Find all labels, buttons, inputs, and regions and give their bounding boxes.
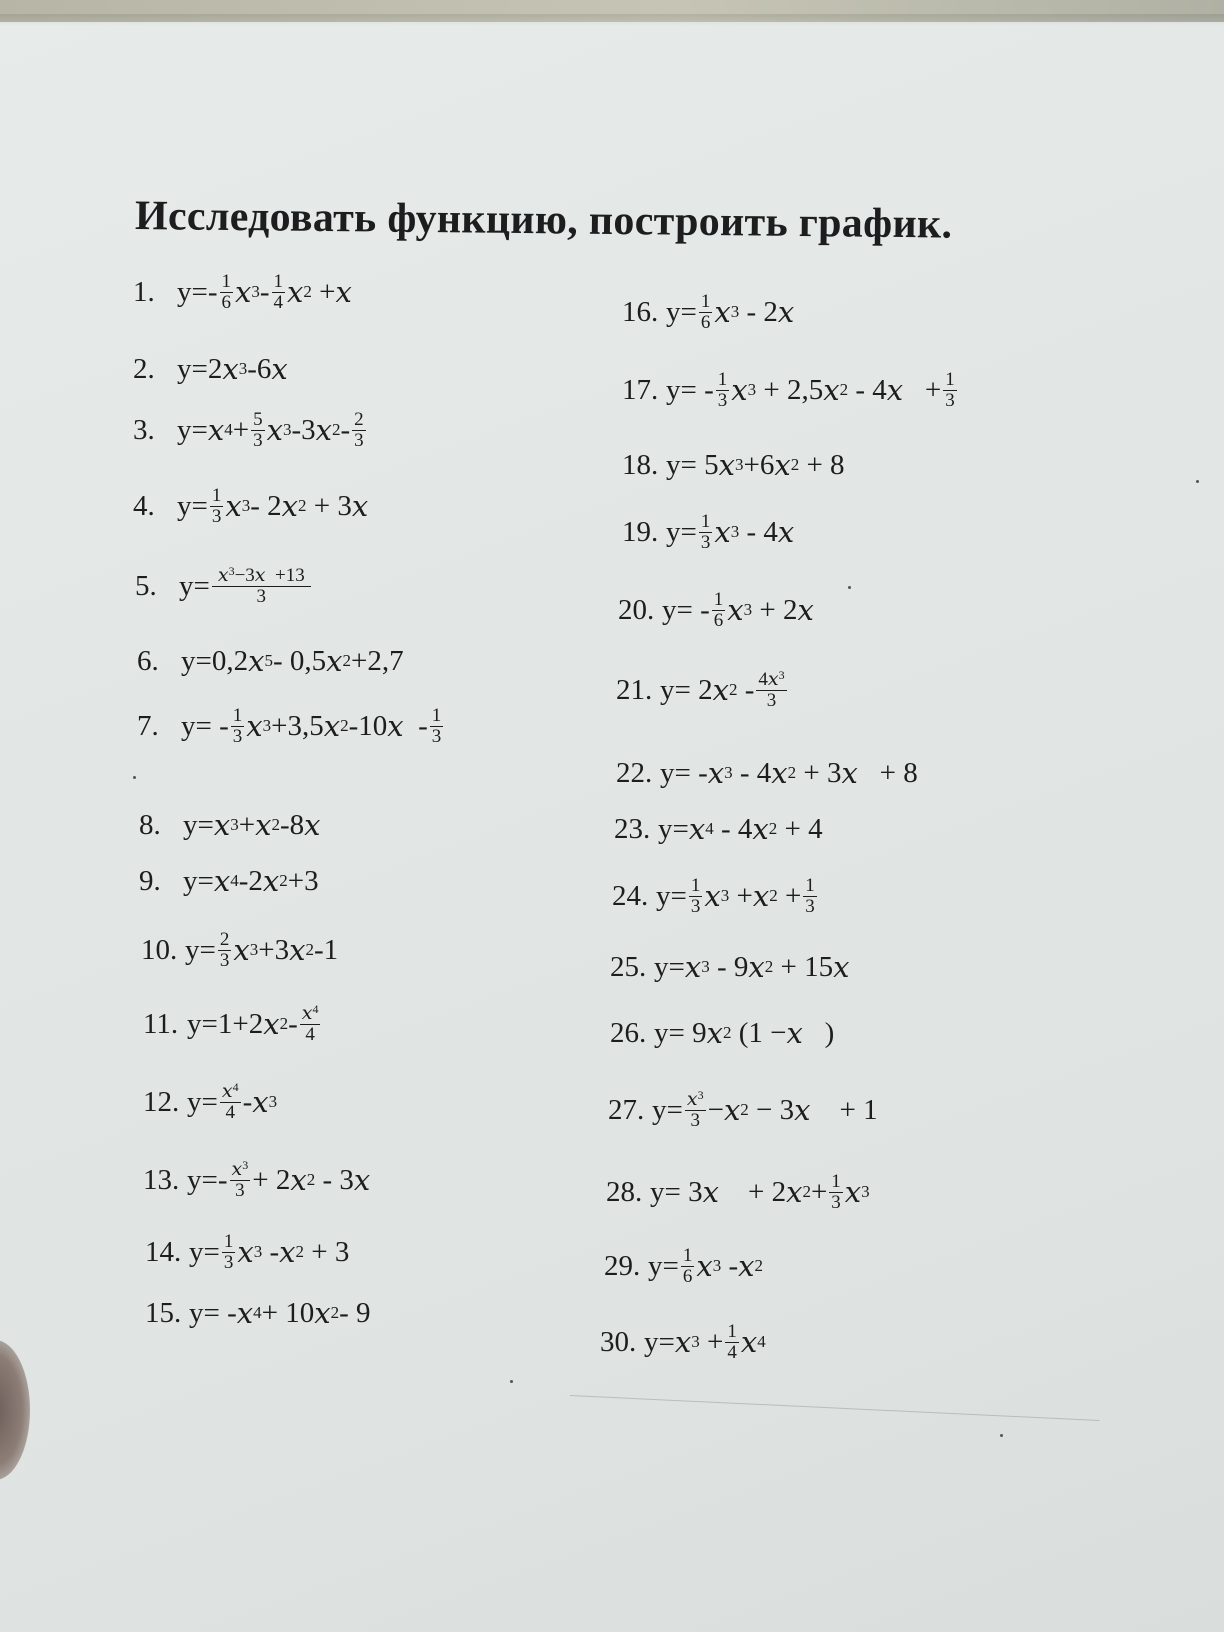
faint-line <box>570 1395 1099 1421</box>
equation-number: 23. <box>614 812 651 845</box>
equation-number: 3. <box>133 413 155 446</box>
paper-edge-shadow <box>0 14 1224 26</box>
equation-number: 12. <box>143 1085 180 1118</box>
equation-number: 30. <box>600 1325 637 1358</box>
stray-dot <box>510 1380 513 1383</box>
equation-number: 10. <box>141 933 178 966</box>
equation-number: 27. <box>608 1093 645 1126</box>
equation-number: 18. <box>622 448 659 481</box>
equation-number: 14. <box>145 1235 182 1268</box>
equation-11: 11. y=1+2 x 2 - $\frac{x^4}{4}$ <box>143 1002 319 1045</box>
equation-number: 28. <box>606 1175 643 1208</box>
thumb-shadow <box>0 1340 30 1480</box>
equation-17: 17. y= - $\frac{1}{3}$ x 3 + 2,5 x 2 - 4 x + $\frac{1}{3}$ <box>622 369 955 411</box>
equation-number: 13. <box>143 1163 180 1196</box>
equation-number: 26. <box>610 1016 647 1049</box>
equation-8: 8. y= x 3 + x 2 -8 x <box>139 808 321 842</box>
equation-number: 17. <box>622 373 659 406</box>
equation-29: 29. y= $\frac{1}{6}$ x 3 - x 2 <box>604 1245 763 1287</box>
equation-15: 15. y= - x 4 + 10 x 2 - 9 <box>145 1296 371 1330</box>
equation-number: 8. <box>139 808 161 841</box>
equation-6: 6. y=0,2 x 5 - 0,5 x 2 +2,7 <box>137 644 404 678</box>
equation-19: 19. y= $\frac{1}{3}$ x 3 - 4 x <box>622 511 795 553</box>
equation-27: 27. y= $\frac{x^3}{3}$ − x 2 − 3 x + 1 <box>608 1088 878 1131</box>
equation-3: 3. y= x 4 + $\frac{5}{3}$ x 3 -3 x 2 - $\frac{2}{3}$ <box>133 409 364 451</box>
equation-28: 28. y= 3 x + 2 x 2 + $\frac{1}{3}$ x 3 <box>606 1171 870 1213</box>
equation-10: 10. y= $\frac{2}{3}$ x 3 +3 x 2 -1 <box>141 929 339 971</box>
equation-7: 7. y= - $\frac{1}{3}$ x 3 +3,5 x 2 -10 x - $\frac{1}{3}$ <box>137 705 442 747</box>
equation-number: 1. <box>133 275 155 308</box>
equation-20: 20. y= - $\frac{1}{6}$ x 3 + 2 x <box>618 589 814 631</box>
equation-21: 21. y= 2 x 2 - $\frac{4x^3}{3}$ <box>616 668 785 711</box>
equation-number: 5. <box>135 569 157 602</box>
equation-1: 1. y=- $\frac{1}{6}$ x 3 - $\frac{1}{4}$ x 2 + x <box>133 271 352 313</box>
stray-dot <box>848 586 851 589</box>
equation-14: 14. y= $\frac{1}{3}$ x 3 - x 2 + 3 <box>145 1231 350 1273</box>
equation-5: 5. y= $\frac{x^3-3x +13}{3}$ <box>135 566 313 607</box>
worksheet-title: Исследовать функцию, построить график. <box>134 193 953 248</box>
equation-26: 26. y= 9 x 2 (1 − x ) <box>610 1016 835 1050</box>
equation-18: 18. y= 5 x 3 +6 x 2 + 8 <box>622 448 845 482</box>
equation-25: 25. y= x 3 - 9 x 2 + 15 x <box>610 950 850 984</box>
equation-number: 7. <box>137 709 159 742</box>
equation-number: 29. <box>604 1249 641 1282</box>
equation-number: 16. <box>622 295 659 328</box>
equation-number: 6. <box>137 644 159 677</box>
stray-dot <box>1196 480 1199 483</box>
equation-number: 4. <box>133 489 155 522</box>
equation-number: 20. <box>618 593 655 626</box>
equation-23: 23. y= x 4 - 4 x 2 + 4 <box>614 812 823 846</box>
equation-13: 13. y=- $\frac{x^3}{3}$ + 2 x 2 - 3 x <box>143 1158 371 1201</box>
equation-number: 24. <box>612 879 649 912</box>
equation-number: 19. <box>622 515 659 548</box>
equation-number: 11. <box>143 1007 179 1040</box>
stray-dot <box>1000 1434 1003 1437</box>
equation-24: 24. y= $\frac{1}{3}$ x 3 + x 2 + $\frac{1}{3}$ <box>612 875 815 917</box>
equation-4: 4. y= $\frac{1}{3}$ x 3 - 2 x 2 + 3 x <box>133 485 369 527</box>
equation-16: 16. y= $\frac{1}{6}$ x 3 - 2 x <box>622 291 795 333</box>
equation-number: 25. <box>610 950 647 983</box>
equation-number: 15. <box>145 1296 182 1329</box>
equation-number: 9. <box>139 864 161 897</box>
equation-9: 9. y= x 4 -2 x 2 +3 <box>139 864 319 898</box>
equation-number: 22. <box>616 756 653 789</box>
equation-12: 12. y= $\frac{x^4}{4}$ - x 3 <box>143 1080 278 1123</box>
equation-number: 2. <box>133 352 155 385</box>
equation-22: 22. y= - x 3 - 4 x 2 + 3 x + 8 <box>616 756 918 790</box>
equation-30: 30. y= x 3 + $\frac{1}{4}$ x 4 <box>600 1321 766 1363</box>
stray-dot <box>133 776 136 779</box>
equation-2: 2. y=2 x 3 -6 x <box>133 352 288 386</box>
equation-number: 21. <box>616 673 653 706</box>
